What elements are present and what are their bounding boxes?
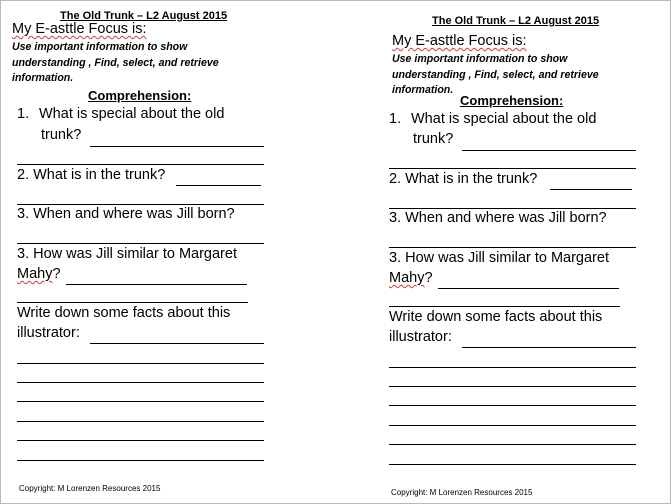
answer-line[interactable] xyxy=(17,421,264,422)
answer-line[interactable] xyxy=(389,444,636,445)
question-1-number: 1. xyxy=(17,106,30,122)
focus-label: My E-asttle Focus is: xyxy=(12,21,147,37)
answer-line[interactable] xyxy=(389,367,636,368)
answer-line[interactable] xyxy=(389,464,636,465)
question-2: 2. What is in the trunk? xyxy=(17,167,166,183)
focus-label: My E-asttle Focus is: xyxy=(392,33,527,49)
answer-line[interactable] xyxy=(550,189,632,190)
question-3: 3. When and where was Jill born? xyxy=(389,210,607,226)
answer-line[interactable] xyxy=(389,386,636,387)
comprehension-heading: Comprehension: xyxy=(88,88,192,103)
question-4-continued: Mahy? xyxy=(17,266,61,282)
answer-line[interactable] xyxy=(66,284,247,285)
focus-intro: Use important information to show understanding , Find, select, and retrieve information. xyxy=(12,41,219,84)
answer-line[interactable] xyxy=(90,343,264,344)
answer-line[interactable] xyxy=(17,401,264,402)
worksheet-title: The Old Trunk – L2 August 2015 xyxy=(60,10,228,22)
focus-intro: Use important information to show understanding , Find, select, and retrieve information. xyxy=(392,53,599,96)
answer-line[interactable] xyxy=(389,168,636,169)
copyright-note: Copyright: M Lorenzen Resources 2015 xyxy=(19,484,161,493)
answer-line[interactable] xyxy=(17,302,248,303)
answer-line[interactable] xyxy=(17,382,264,383)
answer-line[interactable] xyxy=(389,306,620,307)
answer-line[interactable] xyxy=(438,288,619,289)
answer-line[interactable] xyxy=(17,243,264,244)
answer-line[interactable] xyxy=(90,146,264,147)
question-4-name: Mahy xyxy=(17,266,53,282)
answer-line[interactable] xyxy=(17,440,264,441)
question-5: Write down some facts about this xyxy=(389,309,603,325)
answer-line[interactable] xyxy=(17,204,264,205)
question-4-continued: Mahy? xyxy=(389,270,433,286)
question-1-number: 1. xyxy=(389,111,402,127)
answer-line[interactable] xyxy=(17,164,264,165)
answer-line[interactable] xyxy=(389,405,636,406)
answer-line[interactable] xyxy=(462,150,636,151)
copyright-note: Copyright: M Lorenzen Resources 2015 xyxy=(391,488,533,497)
worksheet-right xyxy=(372,0,671,504)
answer-line[interactable] xyxy=(462,347,636,348)
question-5: Write down some facts about this xyxy=(17,305,231,321)
answer-line[interactable] xyxy=(17,363,264,364)
question-1-continued: trunk? xyxy=(413,131,454,147)
question-1-text: What is special about the old xyxy=(411,111,597,127)
question-4: 3. How was Jill similar to Margaret xyxy=(389,250,609,266)
question-5-continued: illustrator: xyxy=(17,325,80,341)
question-5-continued: illustrator: xyxy=(389,329,452,345)
question-2: 2. What is in the trunk? xyxy=(389,171,538,187)
question-1 xyxy=(389,111,596,127)
comprehension-heading: Comprehension: xyxy=(460,93,564,108)
question-1 xyxy=(17,106,224,122)
answer-line[interactable] xyxy=(389,425,636,426)
answer-line[interactable] xyxy=(389,208,636,209)
worksheet-title: The Old Trunk – L2 August 2015 xyxy=(432,15,600,27)
question-1-text: What is special about the old xyxy=(39,106,225,122)
question-4-name: Mahy xyxy=(389,270,425,286)
answer-line[interactable] xyxy=(389,247,636,248)
answer-line[interactable] xyxy=(176,185,261,186)
question-4: 3. How was Jill similar to Margaret xyxy=(17,246,237,262)
question-3: 3. When and where was Jill born? xyxy=(17,206,235,222)
answer-line[interactable] xyxy=(17,460,264,461)
question-1-continued: trunk? xyxy=(41,127,82,143)
